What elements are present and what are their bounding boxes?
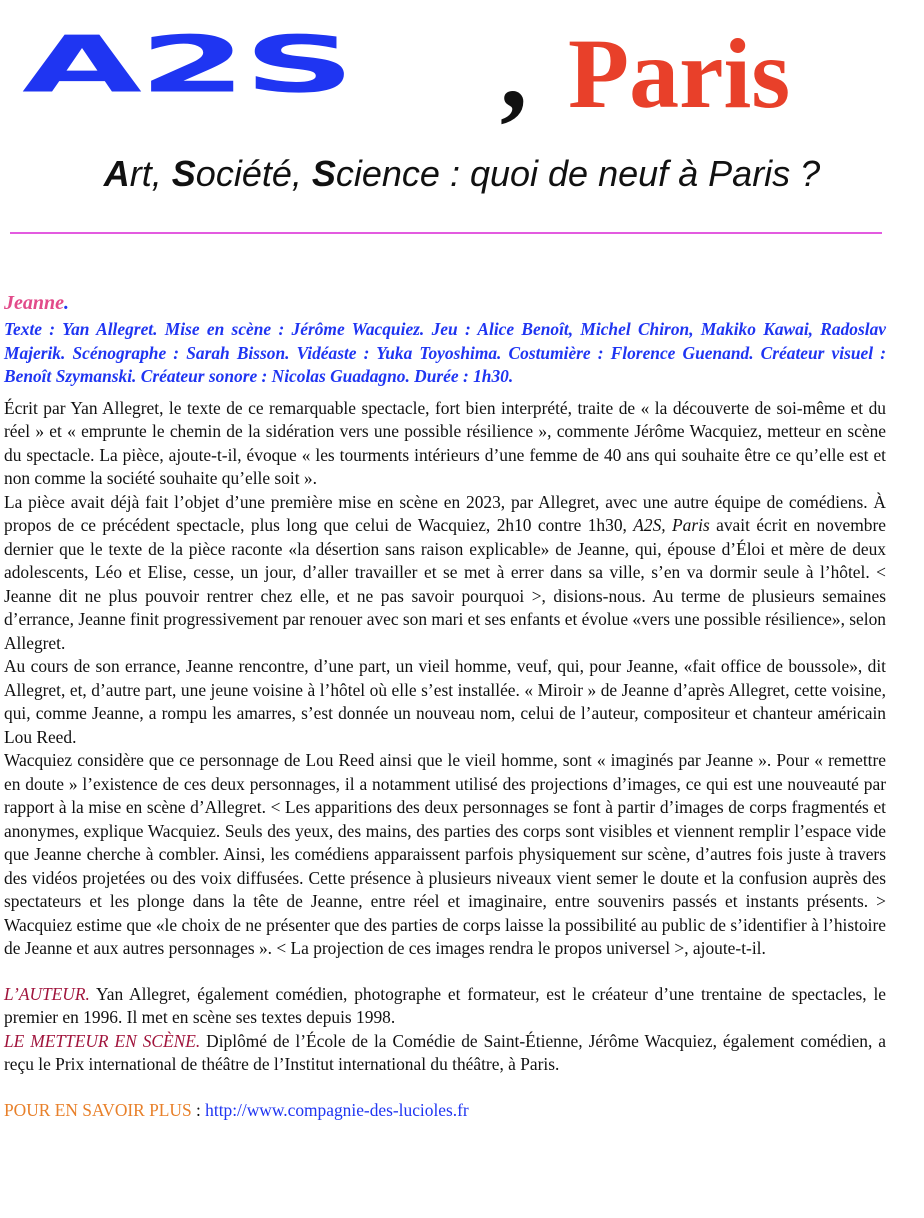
director-text: Diplômé de l’École de la Comédie de Saint-Étienne, Jérôme Wacquiez, également comédien, a reçu le Prix international de théâtre de l’Institut international du théâtre, à Paris. — [4, 1030, 886, 1074]
author-text: Yan Allegret, également comédien, photographe et formateur, est le créateur d’une trentaine de spectacles, le premier en 1996. Il met en scène ses textes depuis 1998. — [4, 983, 886, 1027]
article-title-text: Jeanne — [4, 292, 64, 314]
tagline — [0, 152, 924, 196]
tagline-part-science: cience : quoi de neuf à Paris ? — [335, 153, 821, 194]
author-bio — [4, 983, 886, 1030]
header-divider — [10, 232, 882, 234]
logo-a2s: A2S — [22, 18, 353, 111]
paragraph-2-publication: A2S, Paris — [633, 515, 710, 535]
article-title-dot: . — [64, 292, 69, 314]
article — [4, 290, 886, 1122]
paragraph-3: Au cours de son errance, Jeanne rencontre, d’une part, un vieil homme, veuf, qui, pour Jeanne, «fait office de boussole», dit Allegret, et, d’autre part, une jeune voisine à l’hôtel où elle s’est installée. « Miroir » de Jeanne d’après Allegret, cette voisine, qui, comme Jeanne, a rompu les amarres, s’est donnée un nouveau nom, celui de l’auteur, compositeur et chanteur américain Lou Reed. — [4, 656, 886, 747]
more-info-link[interactable]: http://www.compagnie-des-lucioles.fr — [205, 1099, 469, 1120]
director-label: LE METTEUR EN SCÈNE. — [4, 1030, 201, 1051]
article-body — [4, 397, 886, 961]
paragraph-4: Wacquiez considère que ce personnage de Lou Reed ainsi que le vieil homme, sont « imaginés par Jeanne ». Pour « remettre en doute » l’existence de ces deux personnages, il a notamment utilisé des projections d’images, ce qui est une nouveauté par rapport à la mise en scène d’Allegret. < Les apparitions des deux personnages se font à partir d’images de corps fragmentés et anonymes, explique Wacquiez. Seuls des yeux, des mains, des parties des corps sont visibles et viennent remplir l’espace vide que Jeanne cherche à combler. Ainsi, les comédiens apparaissent parfois physiquement sur scène, d’autres fois juste à travers des vidéos projetées ou des voix diffusées. Cette présence à plusieurs niveaux vient semer le doute et la confusion auprès des spectateurs et les plonge dans la tête de Jeanne, entre réel et imaginaire, entre souvenirs passés et instants présents. > Wacquiez estime que «le choix de ne présenter que des parties de corps laisse la possibilité au public de s’identifier à l’histoire de Jeanne et aux autres personnages ». < La projection de ces images rendra le propos universel >, ajoute-t-il. — [4, 750, 886, 958]
tagline-part-art: rt, — [129, 153, 172, 194]
more-info-separator: : — [191, 1099, 206, 1120]
tagline-initial-a: A — [103, 153, 130, 194]
director-bio — [4, 1030, 886, 1077]
tagline-initial-s2: S — [311, 153, 336, 194]
paragraph-2 — [4, 491, 886, 656]
more-info — [4, 1099, 886, 1123]
logo-comma: , — [500, 9, 528, 131]
logo-paris: Paris — [568, 18, 791, 129]
paragraph-2-end: avait écrit en novembre dernier que le texte de la pièce raconte «la désertion sans raison explicable» de Jeanne, qui, épouse d’Éloi et mère de deux adolescents, Léo et Elise, cesse, un jour, d’aller travailler et se met à errer dans sa ville, s’en va dormir seule à l’hôtel. < Jeanne dit ne plus pouvoir rentrer chez elle, et ne pas savoir pourquoi >, disions-nous. Au terme de plusieurs semaines d’errance, Jeanne finit progressivement par renouer avec son mari et ses enfants et évolue «vers une possible résilience», selon Allegret. — [4, 515, 886, 653]
tagline-part-societe: ociété, — [195, 153, 312, 194]
tagline-initial-s1: S — [171, 153, 196, 194]
paragraph-1: Écrit par Yan Allegret, le texte de ce remarquable spectacle, fort bien interprété, traite de « la découverte de soi-même et du réel » et « emprunte le chemin de la sidération vers une possible résilience », commente Jérôme Wacquiez, metteur en scène du spectacle. La pièce, ajoute-t-il, évoque « les tourments intérieurs d’une femme de 40 ans qui souhaite être ce qu’elle est et non comme la société souhaite qu’elle soit ». — [4, 397, 886, 488]
article-credits: Texte : Yan Allegret. Mise en scène : Jérôme Wacquiez. Jeu : Alice Benoît, Michel Chiron, Makiko Kawai, Radoslav Majerik. Scénographe : Sarah Bisson. Vidéaste : Yuka Toyoshima. Costumière : Florence Guenand. Créateur visuel : Benoît Szymanski. Créateur sonore : Nicolas Guadagno. Durée : 1h30. — [4, 319, 886, 386]
bios — [4, 983, 886, 1077]
article-title — [4, 290, 886, 316]
more-info-label: POUR EN SAVOIR PLUS — [4, 1099, 192, 1120]
author-label: L’AUTEUR. — [4, 983, 90, 1004]
paragraph-2-start: La pièce avait déjà fait l’objet d’une première mise en scène en 2023, par Allegret, avec une autre équipe de comédiens. À propos de ce précédent spectacle, plus long que celui de Wacquiez, 2h10 contre 1h30, — [4, 491, 886, 535]
masthead — [0, 9, 924, 152]
